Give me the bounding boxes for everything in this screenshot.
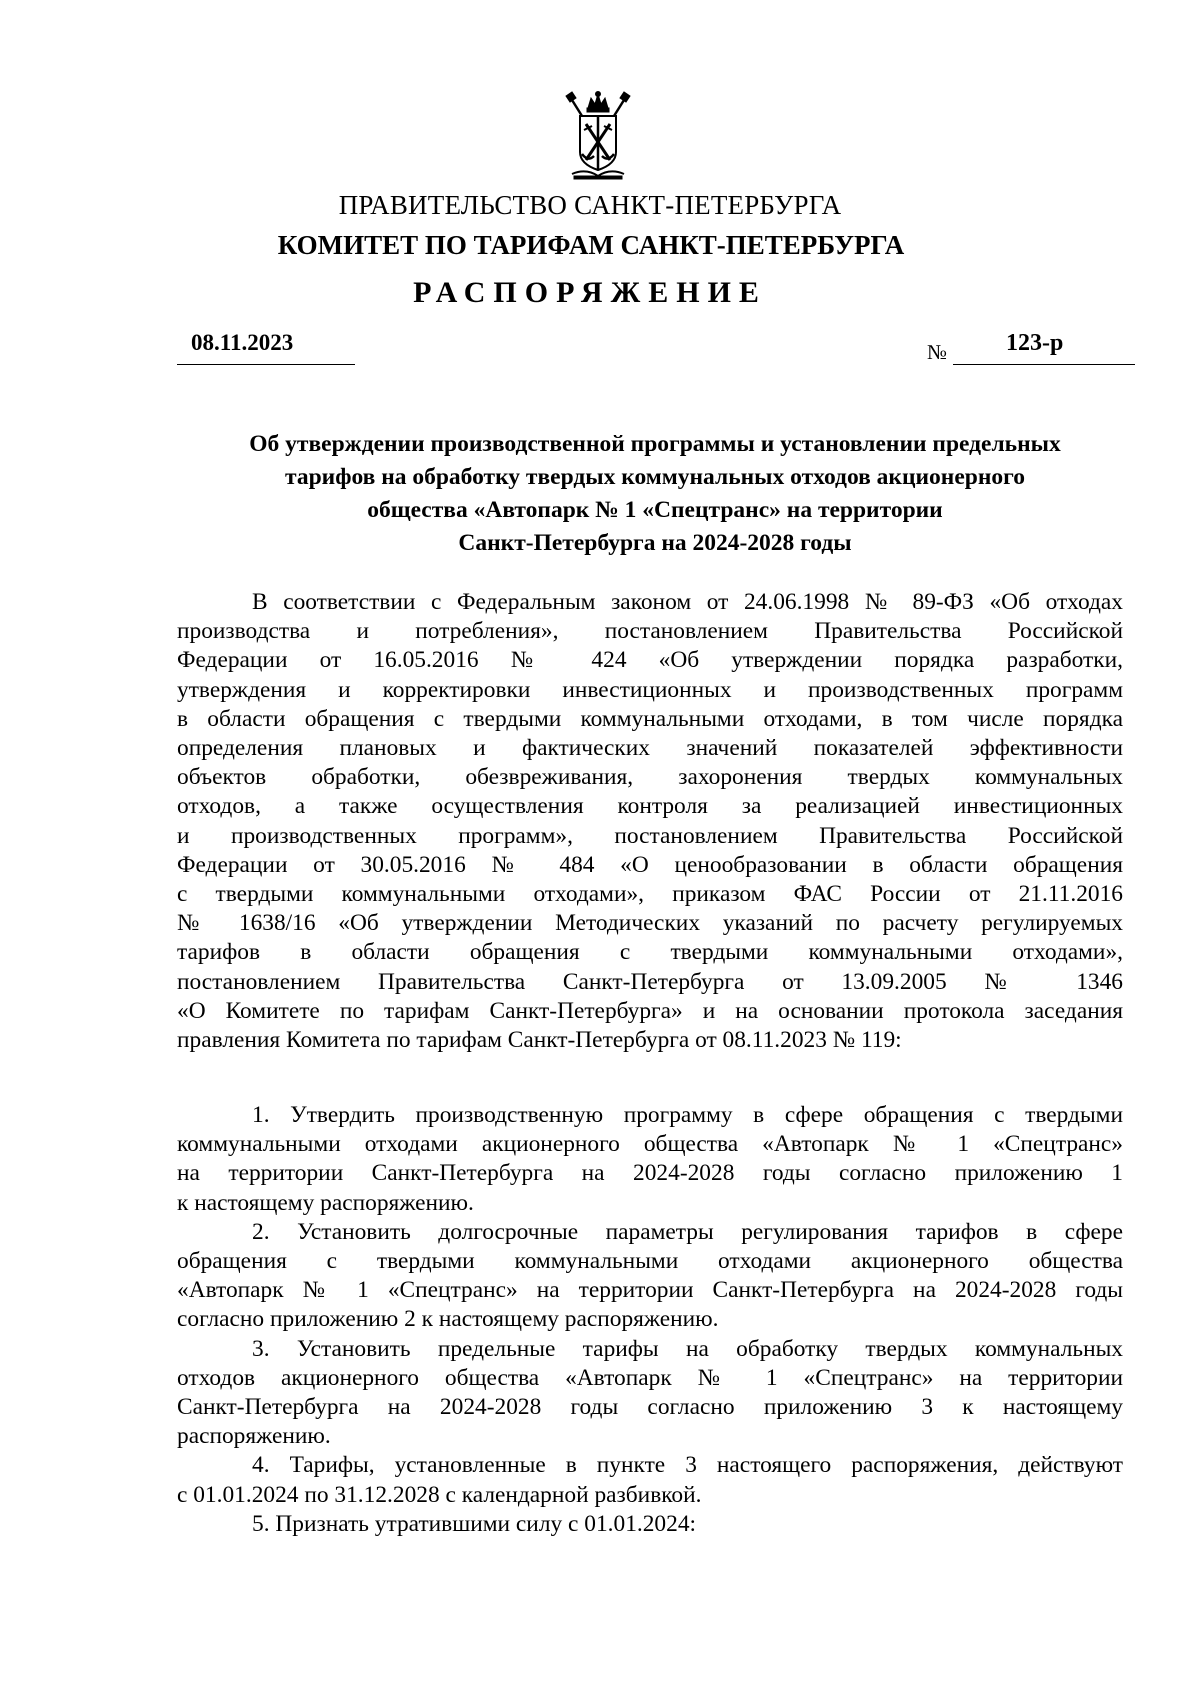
text-line: обращения с твердыми коммунальными отходами акционерного общества xyxy=(177,1248,1123,1275)
text-line: «О Комитете по тарифам Санкт-Петербурга» и на основании протокола заседания xyxy=(177,997,1123,1024)
text-line: коммунальными отходами акционерного общества «Автопарк № 1 «Спецтранс» xyxy=(177,1131,1123,1158)
text-line: постановлением Правительства Санкт-Петербурга от 13.09.2005 № 1346 xyxy=(177,968,1123,995)
government-name: ПРАВИТЕЛЬСТВО САНКТ-ПЕТЕРБУРГА xyxy=(338,190,842,220)
text-line: тарифов в области обращения с твердыми коммунальными отходами», xyxy=(177,939,1123,966)
text-line: на территории Санкт-Петербурга на 2024-2028 годы согласно приложению 1 xyxy=(177,1160,1123,1187)
document-date: 08.11.2023 xyxy=(191,330,294,355)
document-number: 123-р xyxy=(1006,330,1064,356)
text-line: Санкт-Петербурга на 2024-2028 годы согласно приложению 3 к настоящему xyxy=(177,1394,1123,1421)
item-4 xyxy=(177,1451,1123,1509)
text-line: объектов обработки, обезвреживания, захоронения твердых коммунальных xyxy=(177,764,1123,791)
text-line: производства и потребления», постановлением Правительства Российской xyxy=(177,618,1123,645)
committee-name: КОМИТЕТ ПО ТАРИФАМ САНКТ-ПЕТЕРБУРГА xyxy=(277,230,905,260)
item-3 xyxy=(177,1335,1123,1452)
text-line: отходов, а также осуществления контроля за реализацией инвестиционных xyxy=(177,793,1123,820)
document-date-field xyxy=(177,330,355,365)
title-line: общества «Автопарк № 1 «Спецтранс» на территории xyxy=(367,497,943,523)
text-line: согласно приложению 2 к настоящему распоряжению. xyxy=(177,1306,719,1333)
title-line: тарифов на обработку твердых коммунальных отходов акционерного xyxy=(285,464,1025,490)
text-line: правления Комитета по тарифам Санкт-Петербурга от 08.11.2023 № 119: xyxy=(177,1027,902,1054)
title-line: Санкт-Петербурга на 2024-2028 годы xyxy=(458,530,852,556)
text-line: утверждения и корректировки инвестиционных и производственных программ xyxy=(177,676,1123,703)
text-line: к настоящему распоряжению. xyxy=(177,1189,474,1216)
text-line: 2. Установить долгосрочные параметры регулирования тарифов в сфере xyxy=(252,1218,1123,1245)
text-line: в области обращения с твердыми коммунальными отходами, в том числе порядка xyxy=(177,705,1123,732)
text-line: 3. Установить предельные тарифы на обработку твердых коммунальных xyxy=(252,1335,1123,1362)
text-line: отходов акционерного общества «Автопарк № 1 «Спецтранс» на территории xyxy=(177,1364,1123,1391)
text-line: определения плановых и фактических значений показателей эффективности xyxy=(177,735,1123,762)
text-line: 1. Утвердить производственную программу в сфере обращения с твердыми xyxy=(252,1102,1123,1128)
item-2 xyxy=(177,1218,1123,1335)
title-line: Об утверждении производственной программы и установлении предельных xyxy=(249,431,1061,457)
text-line: В соответствии с Федеральным законом от 24.06.1998 № 89-ФЗ «Об отходах xyxy=(252,589,1123,615)
text-line: Федерации от 30.05.2016 № 484 «О ценообразовании в области обращения xyxy=(177,851,1123,878)
text-line: с 01.01.2024 по 31.12.2028 с календарной разбивкой. xyxy=(177,1481,702,1508)
text-line: «Автопарк № 1 «Спецтранс» на территории Санкт-Петербурга на 2024-2028 годы xyxy=(177,1277,1123,1304)
resolution-items xyxy=(177,1101,1123,1539)
text-line: распоряжению. xyxy=(177,1423,331,1450)
document-number-field xyxy=(953,330,1135,365)
item-5 xyxy=(177,1510,1123,1539)
document-title xyxy=(190,428,1120,560)
document-type-heading: РАСПОРЯЖЕНИЕ xyxy=(413,276,767,309)
text-line: с твердыми коммунальными отходами», приказом ФАС России от 21.11.2016 xyxy=(177,881,1123,908)
number-label: № xyxy=(927,340,948,364)
text-line: Федерации от 16.05.2016 № 424 «Об утверждении порядка разработки, xyxy=(177,647,1123,674)
preamble-paragraph xyxy=(177,588,1123,1055)
text-line: и производственных программ», постановлением Правительства Российской xyxy=(177,822,1123,849)
item-1 xyxy=(177,1101,1123,1218)
text-line: № 1638/16 «Об утверждении Методических указаний по расчету регулируемых xyxy=(177,910,1123,937)
coat-of-arms-icon xyxy=(558,90,638,182)
text-line: 4. Тарифы, установленные в пункте 3 настоящего распоряжения, действуют xyxy=(252,1452,1123,1479)
text-line: 5. Признать утратившими силу с 01.01.2024: xyxy=(252,1510,697,1537)
